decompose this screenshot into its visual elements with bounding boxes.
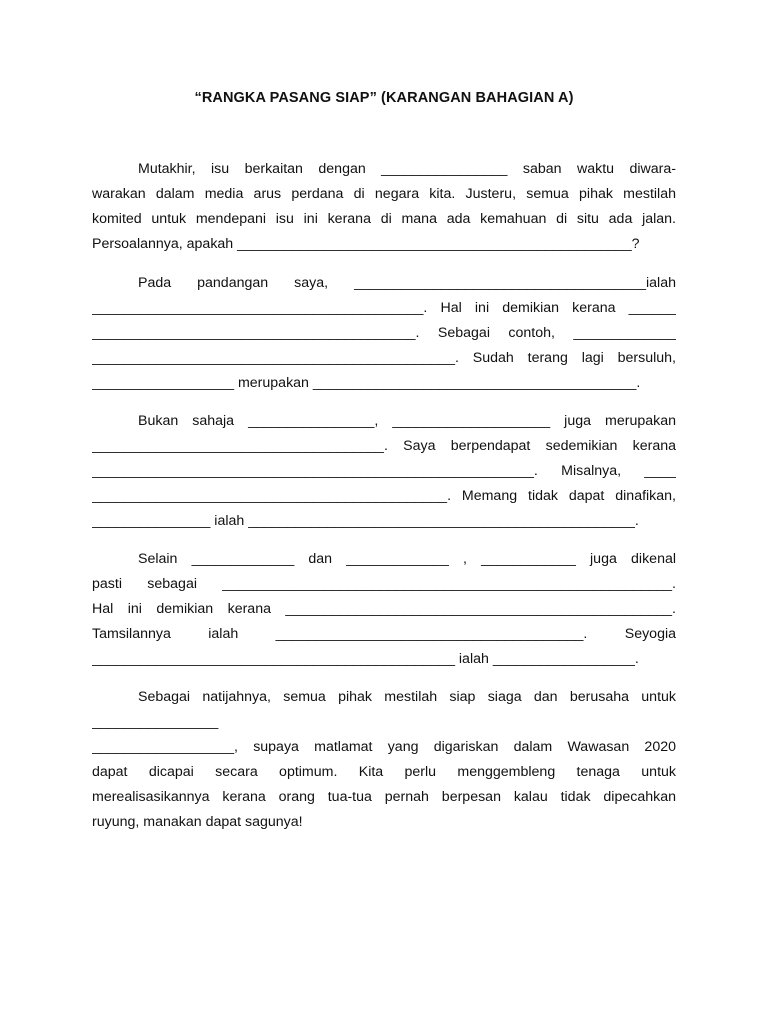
paragraph-line: _________________________________________. Sebagai contoh, _____________ xyxy=(92,325,676,341)
paragraph-4 xyxy=(92,547,676,672)
paragraph-line: _____________________________________. Saya berpendapat sedemikian kerana xyxy=(92,438,676,454)
paragraph-line: Sebagai natijahnya, semua pihak mestilah siap siaga dan berusaha untuk xyxy=(138,689,676,705)
paragraph-line: Mutakhir, isu berkaitan dengan ________________ saban waktu diwara- xyxy=(138,161,676,177)
paragraph-line: ________________ xyxy=(92,714,219,730)
paragraph-2 xyxy=(92,271,676,396)
paragraph-line: ruyung, manakan dapat sagunya! xyxy=(92,814,303,830)
paragraph-line: Persoalannya, apakah __________________________________________________? xyxy=(92,236,640,252)
paragraph-line: __________________ merupakan _________________________________________. xyxy=(92,375,641,391)
paragraph-line: _______________ ialah _________________________________________________. xyxy=(92,513,639,529)
paragraph-line: Pada pandangan saya, _____________________________________ialah xyxy=(138,275,676,291)
paragraph-line: ______________________________________________. Sudah terang lagi bersuluh, xyxy=(92,350,676,366)
paragraph-line: komited untuk mendepani isu ini kerana di mana ada kemahuan di situ ada jalan. xyxy=(92,211,676,227)
paragraph-line: ______________________________________________ ialah __________________. xyxy=(92,651,639,667)
paragraph-line: dapat dicapai secara optimum. Kita perlu menggembleng tenaga untuk xyxy=(92,764,676,780)
paragraph-line: __________________________________________. Hal ini demikian kerana ______ xyxy=(92,300,676,316)
paragraph-line: ________________________________________________________. Misalnya, ____ xyxy=(92,463,676,479)
paragraph-line: Tamsilannya ialah _______________________________________. Seyogia xyxy=(92,626,676,642)
paragraph-line: Hal ini demikian kerana _________________________________________________. xyxy=(92,601,676,617)
paragraph-line: Selain _____________ dan _____________ , ____________ juga dikenal xyxy=(138,551,676,567)
document-title: “RANGKA PASANG SIAP” (KARANGAN BAHAGIAN A) xyxy=(194,90,574,106)
paragraph-line: __________________, supaya matlamat yang digariskan dalam Wawasan 2020 xyxy=(92,739,676,755)
paragraph-line: warakan dalam media arus perdana di negara kita. Justeru, semua pihak mestilah xyxy=(92,186,676,202)
paragraph-line: _____________________________________________. Memang tidak dapat dinafikan, xyxy=(92,488,676,504)
paragraph-line: merealisasikannya kerana orang tua-tua pernah berpesan kalau tidak dipecahkan xyxy=(92,789,676,805)
paragraph-1 xyxy=(92,157,676,257)
paragraph-line: Bukan sahaja ________________, ____________________ juga merupakan xyxy=(138,413,676,429)
paragraph-line: pasti sebagai _________________________________________________________. xyxy=(92,576,676,592)
paragraph-5 xyxy=(92,685,676,835)
paragraph-3 xyxy=(92,409,676,534)
